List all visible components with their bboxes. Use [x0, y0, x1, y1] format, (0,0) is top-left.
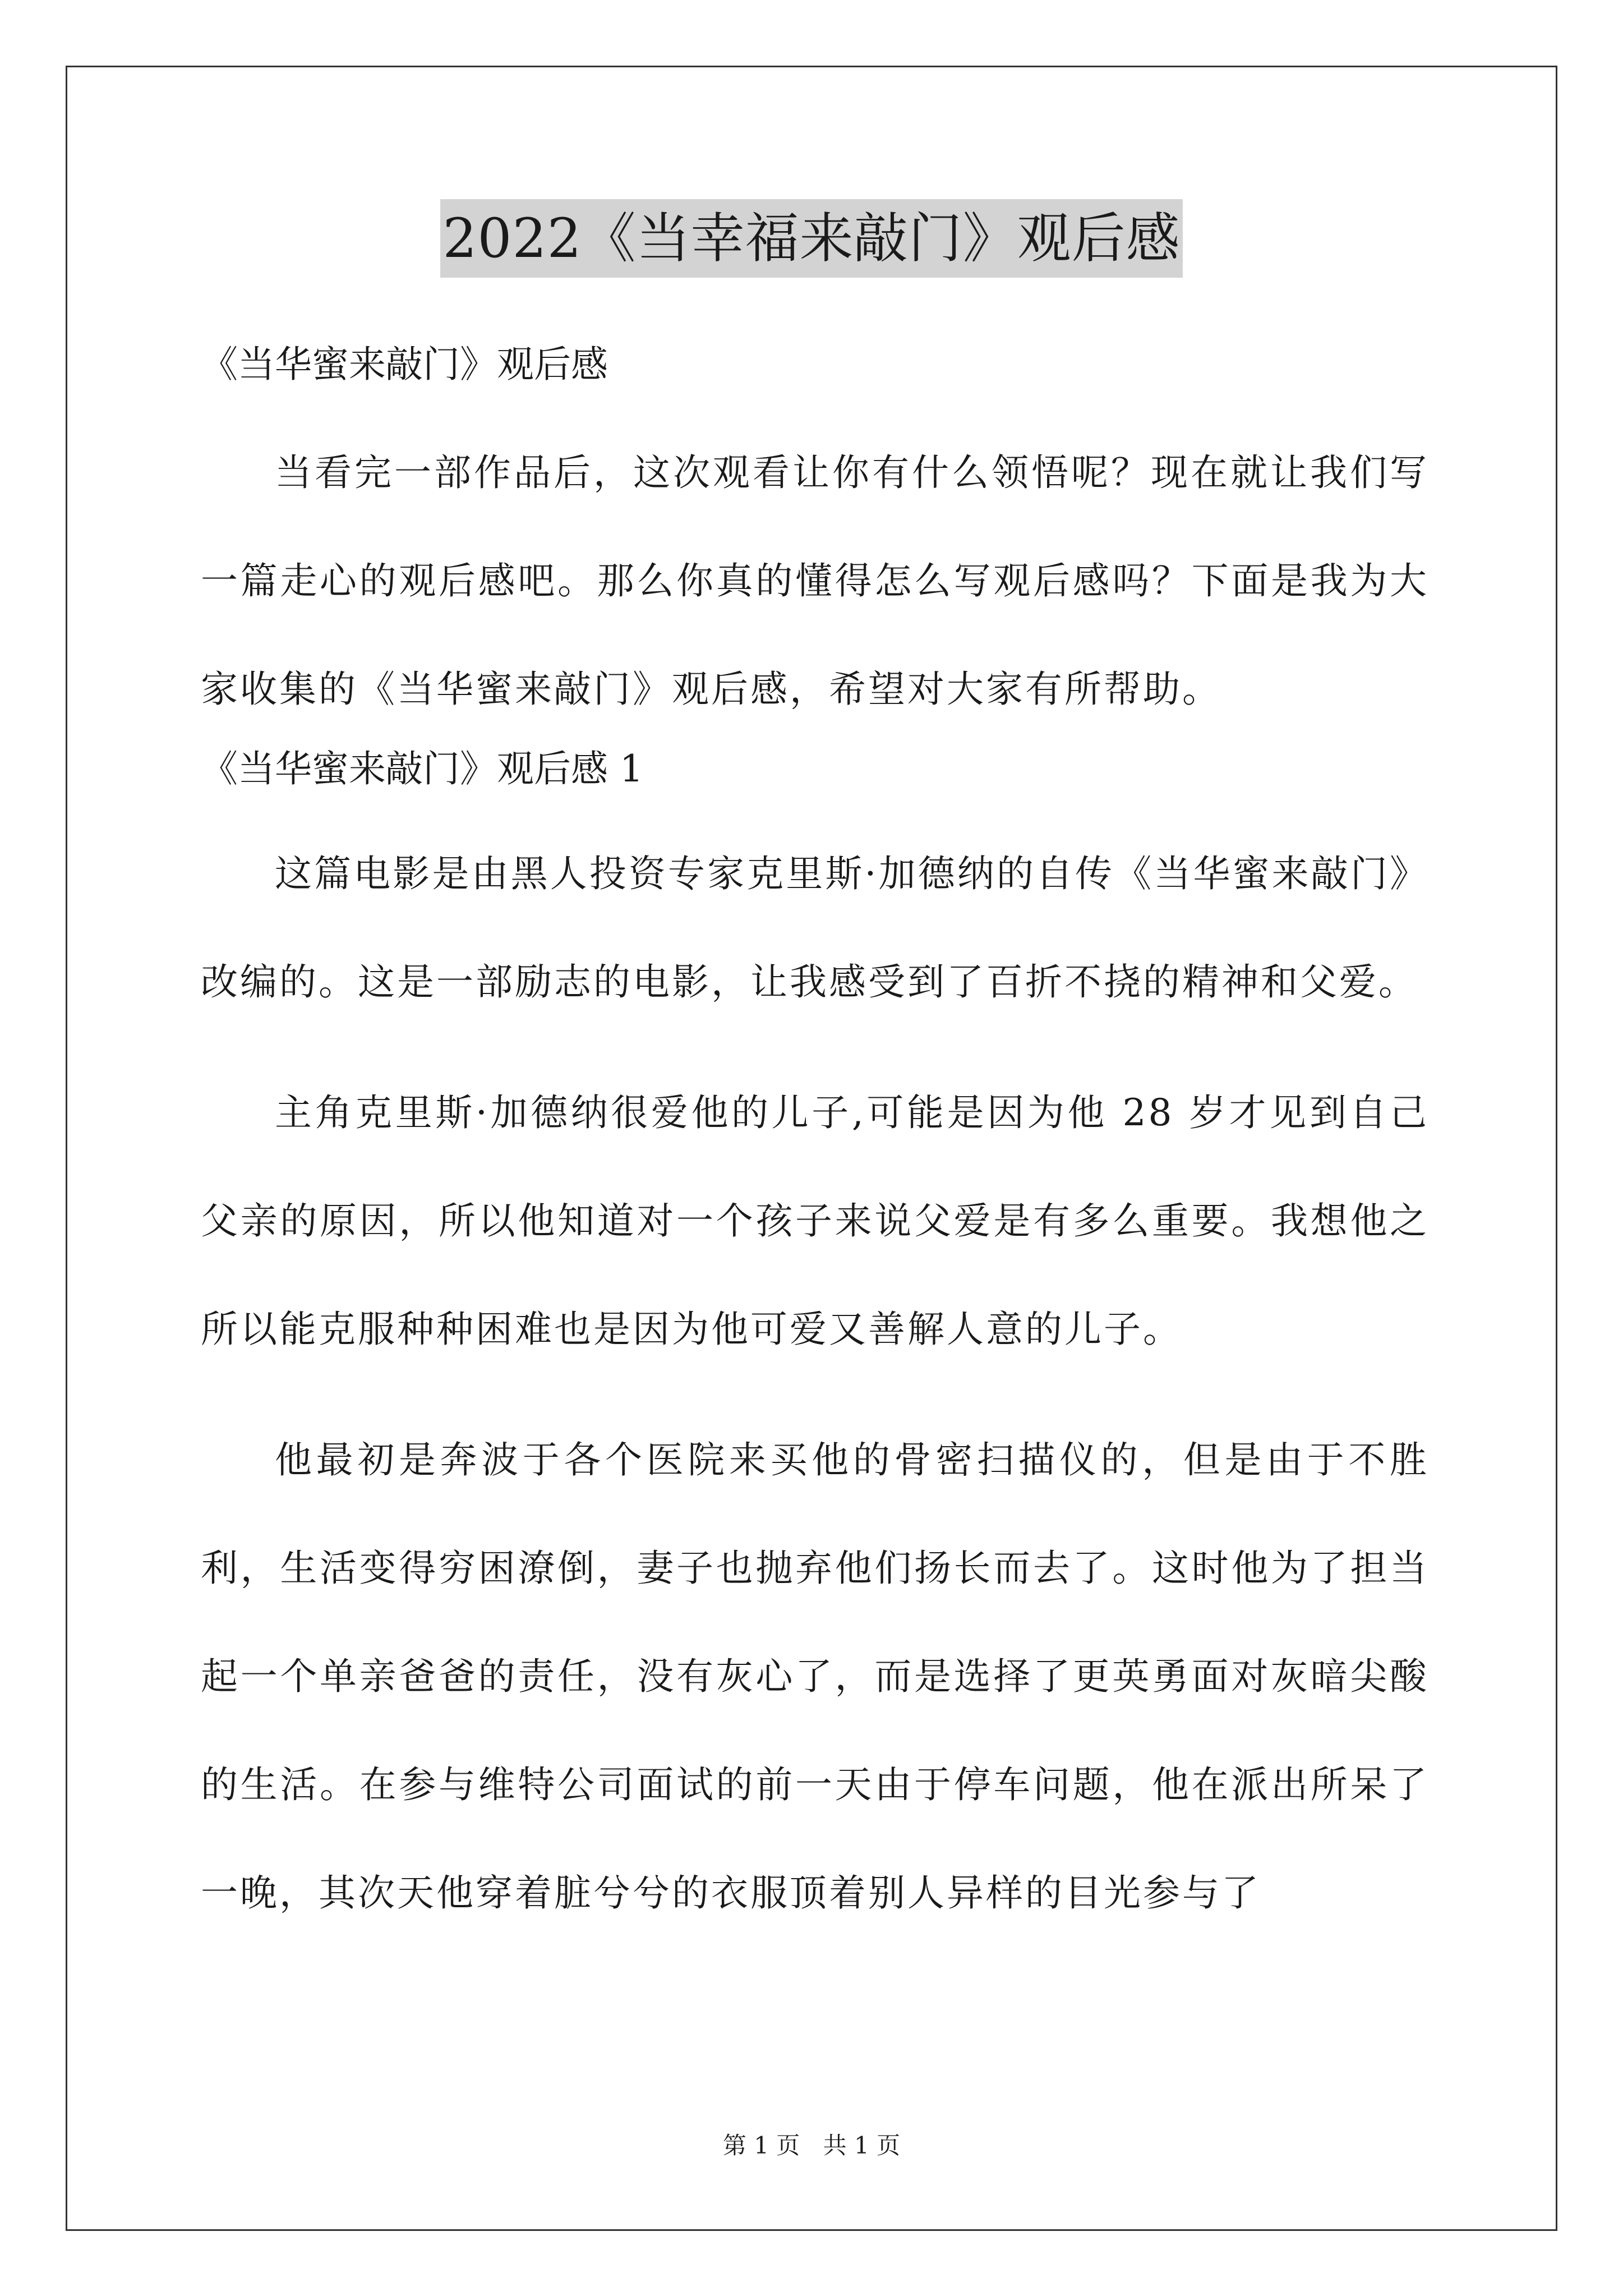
page-number-current: 第 1 页 — [722, 2132, 800, 2159]
page-footer — [0, 2129, 1623, 2162]
intro-paragraph: 当看完一部作品后，这次观看让你有什么领悟呢？现在就让我们写一篇走心的观后感吧。那么你真的懂得怎么写观后感吗？下面是我为大家收集的《当华蜜来敲门》观后感，希望对大家有所帮助。 — [201, 451, 1429, 711]
page-number-total: 共 1 页 — [823, 2132, 901, 2159]
section-heading-1: 《当华蜜来敲门》观后感 1 — [201, 747, 643, 790]
title-container — [0, 199, 1623, 278]
body-paragraph: 这篇电影是由黑人投资专家克里斯·加德纳的自传《当华蜜来敲门》改编的。这是一部励志的电影，让我感受到了百折不挠的精神和父爱。 — [201, 852, 1429, 1004]
body-paragraph: 他最初是奔波于各个医院来买他的骨密扫描仪的，但是由于不胜利，生活变得穷困潦倒，妻子也抛弃他们扬长而去了。这时他为了担当起一个单亲爸爸的责任，没有灰心了，而是选择了更英勇面对灰暗尖酸的生活。在参与维特公司面试的前一天由于停车问题，他在派出所呆了一晚，其次天他穿着脏兮兮的衣服顶着别人异样的目光参与了 — [201, 1438, 1429, 1915]
body-paragraph: 主角克里斯·加德纳很爱他的儿子,可能是因为他 28 岁才见到自己父亲的原因，所以他知道对一个孩子来说父爱是有多么重要。我想他之所以能克服种种困难也是因为他可爱又善解人意的儿子。 — [201, 1091, 1429, 1351]
document-body — [201, 337, 1429, 1947]
document-title: 2022《当幸福来敲门》观后感 — [440, 199, 1182, 278]
intro-heading: 《当华蜜来敲门》观后感 — [201, 343, 608, 386]
